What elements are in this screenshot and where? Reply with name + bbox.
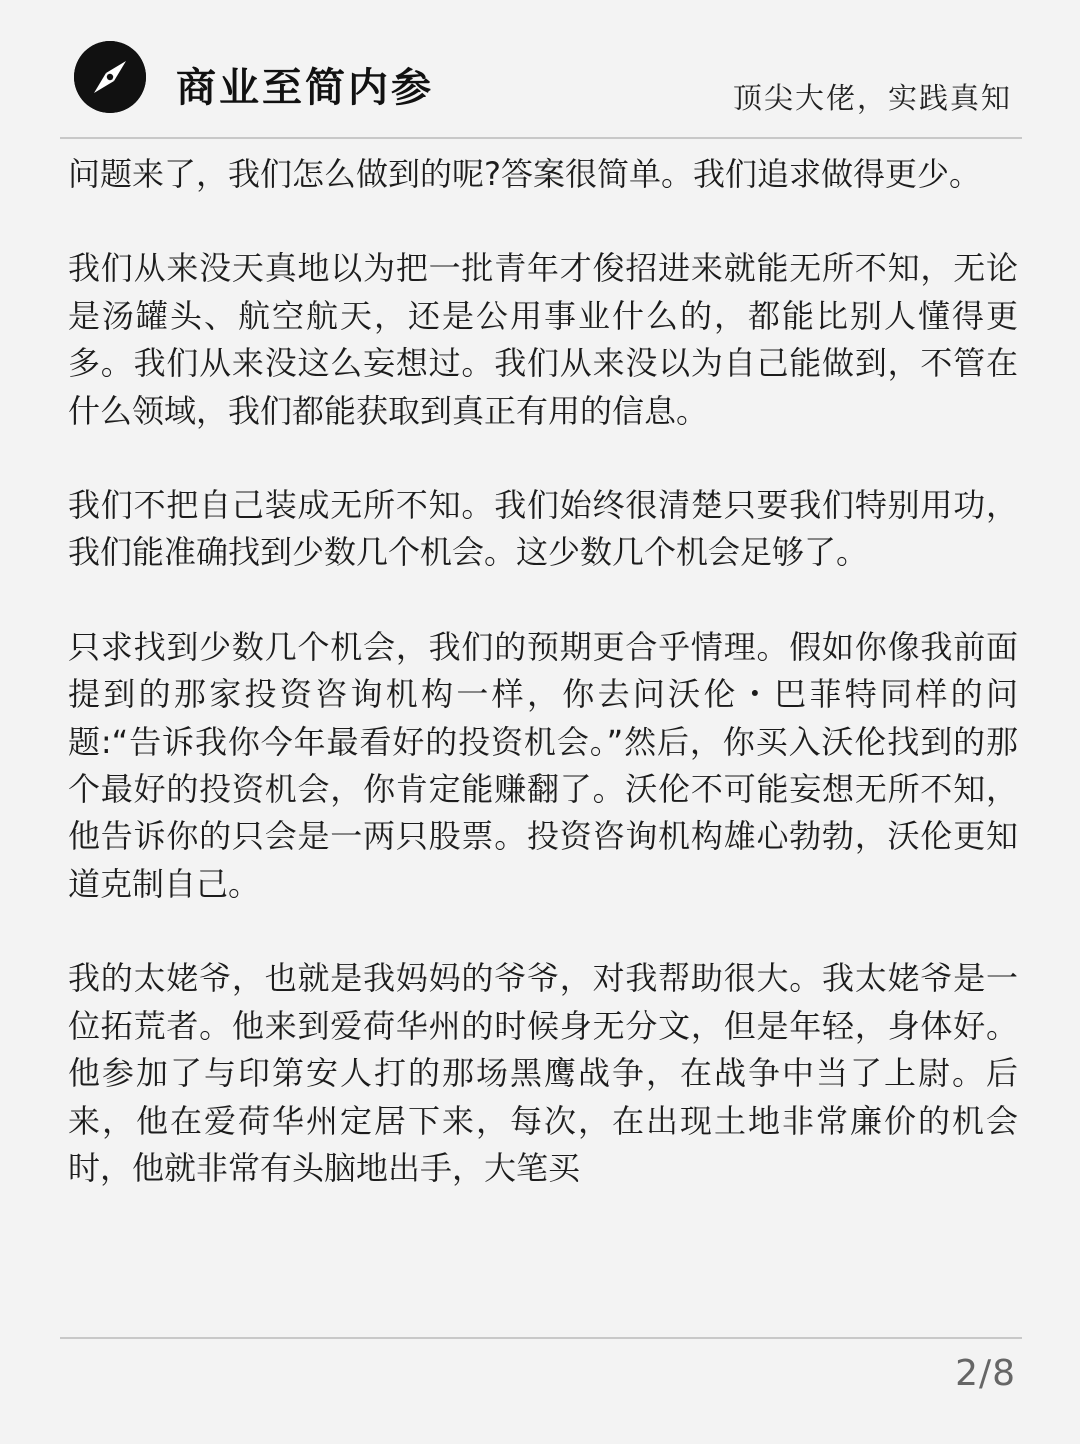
header (0, 0, 1080, 138)
header-divider (60, 137, 1022, 139)
paragraph: 只求找到少数几个机会，我们的预期更合乎情理。假如你像我前面提到的那家投资咨询机构一样，你去问沃伦・巴菲特同样的问题:“告诉我你今年最看好的投资机会。”然后，你买入沃伦找到的那个最好的投资机会，你肯定能赚翻了。沃伦不可能妄想无所不知，他告诉你的只会是一两只股票。投资咨询机构雄心勃勃，沃伦更知道克制自己。 (68, 627, 1018, 903)
footer-divider (60, 1337, 1022, 1339)
paragraph: 问题来了，我们怎么做到的呢?答案很简单。我们追求做得更少。 (68, 155, 981, 193)
brand-title: 商业至简内参 (176, 65, 434, 111)
page-indicator: 2/8 (955, 1353, 1016, 1394)
paragraph: 我们从来没天真地以为把一批青年才俊招进来就能无所不知，无论是汤罐头、航空航天，还是公用事业什么的，都能比别人懂得更多。我们从来没这么妄想过。我们从来没以为自己能做到，不管在什么领域，我们都能获取到真正有用的信息。 (68, 249, 1018, 430)
compass-icon (74, 41, 146, 113)
brand-slogan: 顶尖大佬，实践真知 (732, 81, 1012, 115)
article-body (68, 151, 1018, 1301)
paragraph: 我的太姥爷，也就是我妈妈的爷爷，对我帮助很大。我太姥爷是一位拓荒者。他来到爱荷华州的时候身无分文，但是年轻，身体好。他参加了与印第安人打的那场黑鹰战争，在战争中当了上尉。后来，他在爱荷华州定居下来，每次，在出现土地非常廉价的机会时，他就非常有头脑地出手，大笔买 (68, 959, 1018, 1187)
paragraph: 我们不把自己装成无所不知。我们始终很清楚只要我们特别用功，我们能准确找到少数几个机会。这少数几个机会足够了。 (68, 486, 1018, 572)
